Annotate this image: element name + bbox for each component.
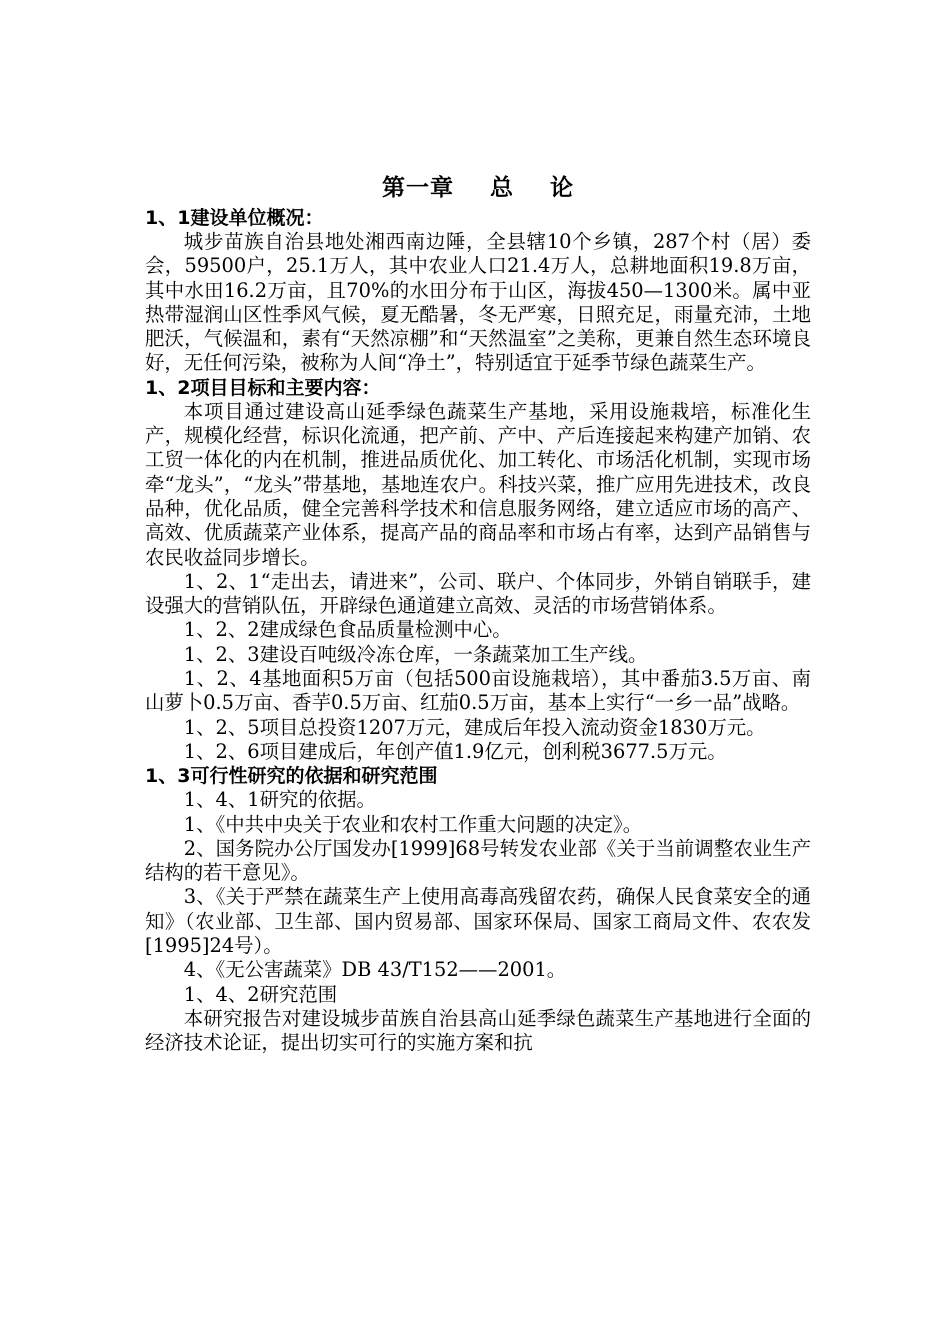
paragraph: 1、4、1研究的依据。: [183, 788, 376, 812]
paragraph: 1、2、5项目总投资1207万元，建成后年投入流动资金1830万元。: [183, 715, 766, 739]
paragraph: 1、4、2研究范围: [183, 982, 338, 1006]
document-page: [145, 170, 811, 1056]
paragraph: 本项目通过建设高山延季绿色蔬菜生产基地，采用设施栽培，标准化生产，规模化经营，标识化流通，把产前、产中、产后连接起来构建产加销、农工贸一体化的内在机制，推进品质优化、加工转化、市场活化机制，实现市场牵“龙头”，“龙头”带基地，基地连农户。科技兴菜，推广应用先进技术，改良品种，优化品质，健全完善科学技术和信息服务网络，建立适应市场的高产、高效、优质蔬菜产业体系，提高产品的商品率和市场占有率，达到产品销售与农民收益同步增长。: [145, 399, 811, 569]
paragraph: 1、2、2建成绿色食品质量检测中心。: [183, 618, 512, 642]
section-heading: 1、2项目目标和主要内容：: [145, 376, 381, 399]
section-1: [145, 206, 811, 376]
paragraph: 1、《中共中央关于农业和农村工作重大问题的决定》。: [183, 812, 643, 836]
paragraph: 1、2、6项目建成后，年创产值1.9亿元，创利税3677.5万元。: [183, 739, 727, 763]
paragraph: 4、《无公害蔬菜》DB 43/T152——2001。: [183, 958, 567, 982]
section-heading: 1、1建设单位概况：: [145, 207, 324, 229]
paragraph: 本研究报告对建设城步苗族自治县高山延季绿色蔬菜生产基地进行全面的经济技术论证，提出切实可行的实施方案和抗: [145, 1006, 811, 1055]
section-heading: 1、3可行性研究的依据和研究范围: [145, 765, 438, 788]
chapter-title: 第一章 总 论: [381, 175, 575, 201]
paragraph: 城步苗族自治县地处湘西南边陲，全县辖10个乡镇，287个村（居）委会，59500户，25.1万人，其中农业人口21.4万人，总耕地面积19.8万亩，其中水田16.2万亩，且70%的水田分布于山区，海拔450—1300米。属中亚热带湿润山区性季风气候，夏无酷暑，冬无严寒，日照充足，雨量充沛，土地肥沃，气候温和，素有“天然凉棚”和“天然温室”之美称，更兼自然生态环境良好，无任何污染，被称为人间“净土”，特别适宜于延季节绿色蔬菜生产。: [145, 230, 811, 375]
paragraph: 1、2、1“走出去，请进来”，公司、联户、个体同步，外销自销联手，建设强大的营销队伍，开辟绿色通道建立高效、灵活的市场营销体系。: [145, 569, 811, 618]
paragraph: 1、2、3建设百吨级冷冻仓库，一条蔬菜加工生产线。: [183, 642, 648, 666]
paragraph: 3、《关于严禁在蔬菜生产上使用高毒高残留农药，确保人民食菜安全的通知》（农业部、卫生部、国内贸易部、国家环保局、国家工商局文件、农农发[1995]24号）。: [145, 885, 811, 958]
section-2: [145, 376, 811, 764]
paragraph: 1、2、4基地面积5万亩（包括500亩设施栽培），其中番茄3.5万亩、南山萝卜0.5万亩、香芋0.5万亩、红茄0.5万亩，基本上实行“一乡一品”战略。: [145, 667, 811, 715]
paragraph: 2、国务院办公厅国发办[1999]68号转发农业部《关于当前调整农业生产结构的若干意见》。: [145, 836, 811, 885]
section-3: [145, 764, 811, 1055]
